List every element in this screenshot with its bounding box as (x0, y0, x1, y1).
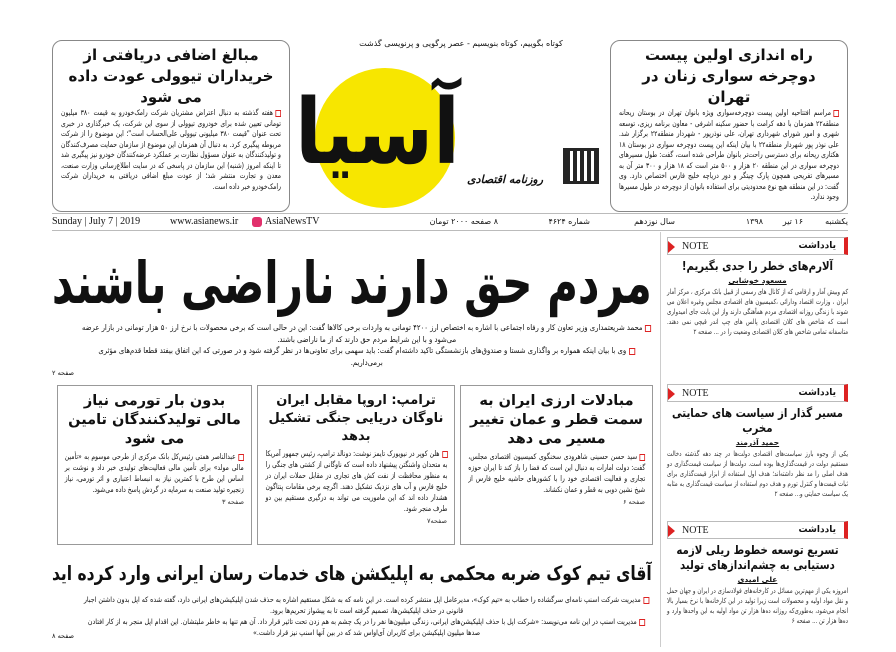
column-page-ref[interactable]: صفحه ۶ (622, 498, 645, 506)
logo-text-box (295, 58, 460, 208)
main-lead (82, 322, 652, 368)
note-author: علی امیدی (737, 575, 778, 584)
column-page-ref[interactable]: صفحه۷ (427, 517, 447, 525)
logo-text: آسیا (295, 80, 460, 185)
masthead-tagline: کوتاه بگوییم، کوتاه بنویسیم - عصر پرگویی و پرنویسی گذشت (359, 39, 563, 48)
instagram-handle[interactable]: AsiaNewsTV (265, 216, 320, 227)
day-month: ۱۶ تیر (782, 217, 803, 226)
right-box-body: مراسم افتتاحیه اولین پیست دوچرخه‌سواری ویژه بانوان تهران در بوستان ریحانه منطقه۲۲ همزمان با دهه کرامت با حضور سکینه اشرفی - معاون برنامه ریزی، توسعه شهری و امور شورای شهرداری تهران، علی نوذرپور - شهردار منطقه۲۲ برگزار شد. علی نوذر پور شهردار منطقه۲۲ با بیان اینکه این پیست دوچرخه سواری در بوستان ۱۸ هکتاری ریحانه برای دسترسی راحت‌تر بانوان طراحی شده است، گفت: طول مسیرهای دوچرخه سواری در این منطقه ۲۰ هزار و ۵۰۰ متر است که ۱۸ هزار و ۳۰۰ متر آن به مسیرهای تفریحی همچون پارک چیتگر و دور دریاچه خلیج فارس اختصاص دارد. وی گفت: در این منطقه هیچ نوع محدودیتی برای استفاده بانوان از دوچرخه در طول مسیرها وجود ندارد. (619, 108, 839, 201)
qr-code-icon (563, 148, 599, 184)
column-title: ترامپ: اروپا مقابل ایران ناوگان دریایی جنگی تشکیل بدهد (268, 393, 444, 444)
logo (295, 58, 565, 208)
column-body: عبدالناصر همتی رئیس‌کل بانک مرکزی از طرحی موسوم به «تأمین مالی مولد» برای تأمین مالی فعالیت‌های تولیدی خبر داد و نوشت بر اساس این طرح با کمترین نیاز به انبساط اعتباری و اثر تورمی، نیاز زنجیره تولید صنعت به سرمایه در گردش پاسخ داده می‌شود. (65, 452, 245, 494)
issue-number: شماره ۴۶۲۴ (548, 217, 590, 226)
bullet-icon (639, 454, 645, 461)
bullet-icon (833, 110, 839, 117)
instagram-icon (252, 217, 262, 227)
note-title: آلارم‌های خطر را جدی بگیریم! (681, 259, 834, 273)
note-item[interactable] (667, 521, 848, 626)
left-box-body: هفته گذشته به دنبال اعتراض مشتریان شرکت رامک‌خودرو به قیمت ۳۸۰ میلیون تومانی تعیین شده برای خودروی تیوولی از سوی این شرکت، یک خبرگذاری در خبری تحت عنوان "قیمت ۳۸۰ میلیونی تیوولی علی‌الحساب است"؛ این موضوع را از شرکت مربوطه پیگیری کرد. به دنبال آن همزمان این موضوع از سازمان حمایت مصرف‌کنندگان و تولیدکنندگان به عنوان مسؤول نظارت بر عملکرد عرضه‌کنندگان خودرو نیز پیگیری شد تا اینکه امروز (شنبه) این سازمان در پاسخی که در سایت اطلاع‌رسانی وزارت صنعت، معدن و تجارت منتشر شد؛ از عودت مبلغ اضافی دریافتی به خریداران شرکت رامک‌خودرو خبر داده است. (61, 108, 281, 191)
note-page-ref[interactable]: صفحه ۲ (693, 328, 712, 336)
website-link[interactable]: www.asianews.ir (170, 216, 239, 227)
bullet-icon (646, 325, 652, 332)
column-page-ref[interactable]: صفحه ۳ (221, 498, 244, 506)
triangle-icon (668, 241, 675, 253)
note-author: حمید آذرمند (735, 438, 780, 447)
note-page-ref[interactable]: صفحه ۲ (774, 490, 794, 498)
column-body: هلن کوپر در نیویورک تایمز نوشت: دونالد ترامپ، رئیس جمهور آمریکا به متحدان واشنگتن پیشنهاد داده است که ناوگانی از کشتی های جنگی را به منظور محافظت از نفت کش های تجاری در مقابل حملات ایران در خلیج فارس و آب های نزدیک تشکیل دهند. اگرچه برخی مقامات پنتاگون هشدار داده اند که این ماموریت می تواند به درگیری مستقیم بین دو طرف منجر شود. (265, 449, 447, 513)
column-story[interactable] (460, 385, 653, 545)
note-author: مسعود خوشابی (728, 276, 787, 285)
note-page-ref[interactable]: صفحه ۶ (791, 617, 811, 625)
bullet-icon (629, 348, 635, 355)
note-item[interactable] (667, 237, 848, 337)
note-body: امروزه یکی از مهم‌ترین مسائل در کارخانه‌های فولادسازی در ایران و جهان حمل و نقل مواد اولیه و محصولات است زیرا تولید در این کارخانه‌ها با نرخ بسیار بالا انجام می‌شود، به‌طوری‌که روزانه ده‌ها هزار تن مواد اولیه به این واحدها وارد و ده‌ها هزار تن ... (667, 587, 848, 625)
note-title: تسریع توسعه خطوط ریلی لازمه دستیابی به چشم‌اندازهای تولید (676, 543, 839, 572)
triangle-icon (668, 525, 675, 537)
bullet-icon (640, 619, 646, 626)
column-body: سید حسن حسینی شاهرودی سخنگوی کمیسیون اقتصادی مجلس، گفت: دولت امارات به دنبال این است که فضا را باز کند تا ایران حوزه تجاری و فعالیت اقتصادی خود را با کشورهای حاشیه خلیج فارس از شیخ نشین دوبی به قطر و عمان نکشاند. (468, 452, 645, 494)
left-box-title: مبالغ اضافی دریافتی از خریداران تیوولی عودت داده می شود (68, 46, 274, 106)
note-header (667, 237, 848, 255)
main-headline-box (52, 245, 652, 321)
note-header (667, 384, 848, 402)
sidebar-divider (660, 232, 661, 647)
bottom-para-2: مدیریت اسنپ در این نامه می‌نویسد: «شرکت اپل با حذف اپلیکیشن‌های ایرانی، زندگی میلیون‌ها نفر را در یک چشم به هم زدن تحت تاثیر قرار داد. آن هم تنها به خاطر ملیتشان. این اقدام اپل منجر به از کار افتادن صدها میلیون اپلیکیشن برای کاربران آی‌اواس شد که در بین آنها اسنپ نیز قرار داشت.» (88, 617, 638, 637)
column-title: بدون بار تورمی نیاز مالی تولیدکنندگان تامین می شود (68, 393, 241, 447)
note-body: کم وبیش آمار و ارقامی که از کانال های رسمی از قبیل بانک مرکزی ، مرکز آمار ایران ، وزارت اقتصاد ودارائی ،کمیسیون های اقتصادی مجلس وغیره اعلان می شوند با زندگی روزانه اقتصادی مردم همآهنگی دارند واز این بابت جای امیدواری است که شاخص های کلان اقتصادی پالس های چپ اندر قیچی نمی دهند. متاسفانه تمامی شاخص های کلان اقتصادی وضعیت را در ... (667, 288, 848, 336)
note-label-en: NOTE (682, 387, 709, 399)
note-label-fa: یادداشت (798, 241, 836, 251)
english-date: Sunday | July 7 | 2019 (52, 216, 141, 227)
right-box-story[interactable] (610, 40, 848, 212)
weekday: یکشنبه (825, 217, 848, 226)
logo-subtitle: روزنامه اقتصادی (467, 173, 544, 186)
note-header (667, 521, 848, 539)
bullet-icon (441, 451, 447, 458)
note-title: مسیر گذار از سیاست های حمایتی مخرب (672, 406, 843, 435)
bottom-headline-box (52, 558, 652, 590)
main-para-1: محمد شریعتمداری وزیر تعاون کار و رفاه اجتماعی با اشاره به اختصاص ارز ۴۲۰۰ تومانی به واردات برخی کالاها گفت: این در حالی است که برخی محصولات با نرخ ارز ۵۰ هزار تومانی در بازار عرضه می‌شود و با این شرایط مردم حق دارند که از ما ناراضی باشند. (82, 323, 643, 344)
column-title: مبادلات ارزی ایران به سمت قطر و عمان تغییر مسیر می دهد (469, 393, 644, 447)
right-box-title: راه اندازی اولین پیست دوچرخه سواری زنان در تهران (642, 46, 816, 106)
main-page-ref[interactable]: صفحه ۲ (52, 369, 75, 377)
bottom-headline[interactable]: آقای تیم کوک ضربه محکمی به اپلیکشن های خدمات رسان ایرانی وارد کرده اید (52, 562, 652, 585)
main-para-2: وی با بیان اینکه همواره بر واگذاری شستا و صندوق‌های بازنشستگی تاکید داشته‌ام گفت: باید سهمی برای تعاونی‌ها در نظر گرفته شود و در صورتی که این اتفاق بیفتد قطعا قدم‌های مؤثری برمی‌داریم. (98, 346, 627, 367)
date-bar (52, 213, 848, 231)
triangle-icon (668, 388, 675, 400)
bottom-page-ref[interactable]: صفحه ۸ (52, 632, 75, 640)
column-story[interactable] (57, 385, 252, 545)
note-label-en: NOTE (682, 524, 709, 536)
column-story[interactable] (257, 385, 455, 545)
volume: سال نوزدهم (634, 217, 675, 226)
note-label-en: NOTE (682, 240, 709, 252)
bottom-para-1: مدیریت شرکت اسنپ نامه‌ای سرگشاده را خطاب به «تیم کوک»، مدیرعامل اپل منتشر کرده است. در این نامه که به شکل مستقیم اشاره به حذف شدن اپلیکیشن‌های ایرانی دارد، گفته شده که اپل بدون داشتن اجبار قانونی در حذف اپلیکیشن‌ها، تصمیم گرفته است تا به پیشواز تحریم‌ها برود. (84, 595, 642, 615)
main-headline[interactable]: مردم حق دارند ناراضی باشند (52, 249, 652, 317)
note-label-fa: یادداشت (798, 525, 836, 535)
note-body: یکی از وجوه بارز سیاست‌های اقتصادی دولت‌ها در چند دهه گذشته دخالت مستقیم دولت در قیمت‌گذاری‌ها بوده است. دولت‌ها از سیاست قیمت‌گذاری دو هدف اصلی را مد نظر داشته‌اند؛ هدف اول استفاده از ابزار قیمت‌گذاری برای ثبات قیمت‌ها و کنترل تورم و هدف دوم استفاده از سیاست قیمت‌گذاری به مثابه یک سیاست حمایتی و... (667, 450, 848, 498)
left-box-story[interactable] (52, 40, 290, 212)
bullet-icon (644, 597, 650, 604)
price: ۸ صفحه ۲۰۰۰ تومان (429, 217, 498, 226)
bottom-lead (82, 594, 652, 638)
note-label-fa: یادداشت (798, 388, 836, 398)
bullet-icon (238, 454, 244, 461)
year: ۱۳۹۸ (745, 217, 763, 226)
note-item[interactable] (667, 384, 848, 499)
